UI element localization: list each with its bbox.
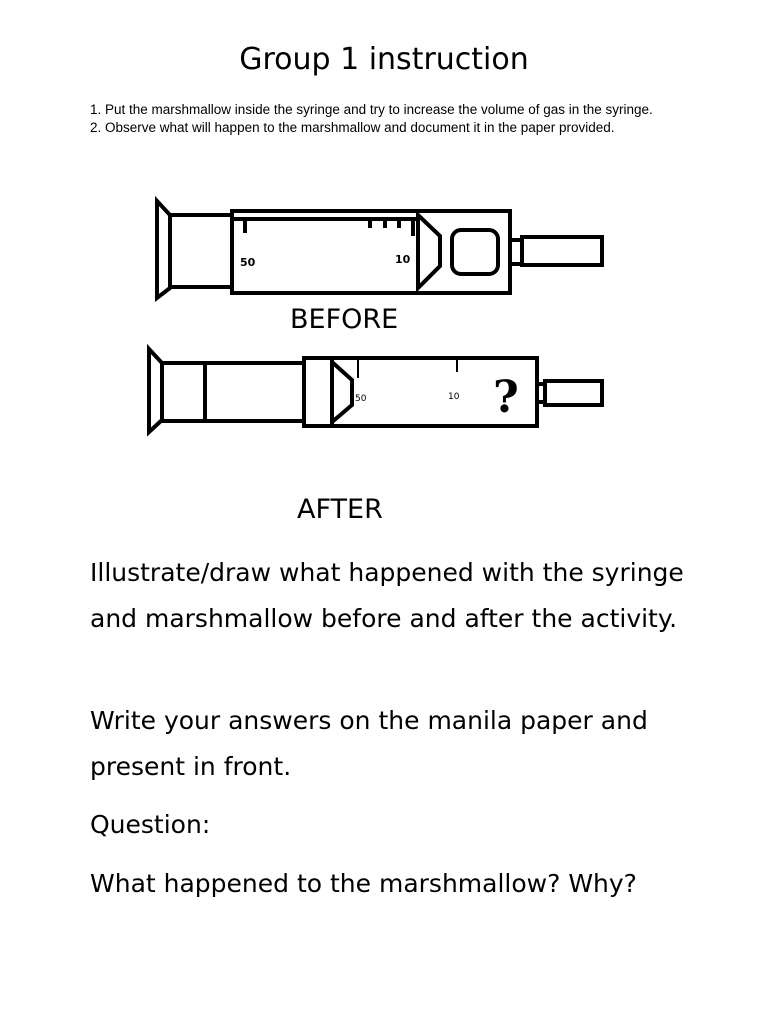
question-label: Question:	[90, 810, 211, 839]
syringe-after-nozzle	[545, 381, 602, 405]
instruction-step-1: 1. Put the marshmallow inside the syringe and try to increase the volume of gas in the syringe.	[90, 102, 653, 117]
syringe-after-plunger-head	[332, 362, 352, 422]
page-title: Group 1 instruction	[239, 42, 529, 77]
instruction-step-2: 2. Observe what will happen to the marshmallow and document it in the paper provided.	[90, 119, 615, 135]
syringe-after-scale-10: 10	[448, 392, 460, 402]
write-answers-paragraph: Write your answers on the manila paper and present in front.	[90, 706, 648, 781]
illustrate-paragraph: Illustrate/draw what happened with the syringe and marshmallow before and after the activity.	[90, 558, 684, 633]
syringe-after-scale-50: 50	[355, 394, 367, 404]
before-label: BEFORE	[290, 304, 399, 335]
syringe-after-plunger	[162, 363, 304, 421]
syringe-after-question-mark: ?	[493, 372, 519, 423]
syringe-before-scale-10: 10	[395, 253, 411, 266]
after-label: AFTER	[297, 494, 383, 525]
question-text: What happened to the marshmallow? Why?	[90, 869, 637, 898]
syringe-before-scale-50: 50	[240, 256, 256, 269]
syringe-after-drawing	[0, 0, 768, 460]
